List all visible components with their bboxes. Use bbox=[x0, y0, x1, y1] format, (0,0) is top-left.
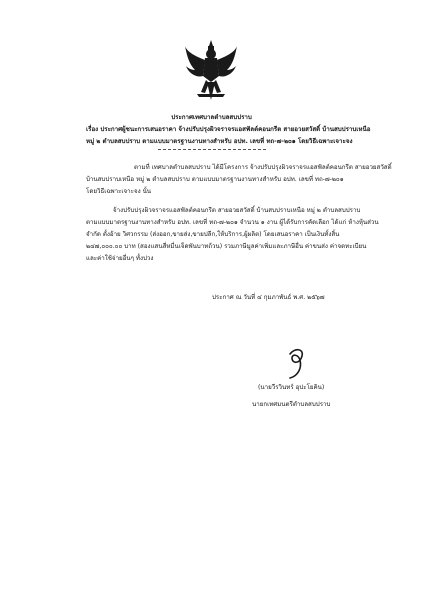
handwritten-signature-icon bbox=[276, 342, 316, 382]
paragraph-1-line-3: โดยวิธีเฉพาะเจาะจง นั้น bbox=[86, 188, 152, 195]
organization-title: ประกาศเทศบาลตำบลสบปราบ bbox=[171, 114, 252, 121]
paragraph-2-line-4: ๒๔๗,๐๐๐.๐๐ บาท (สองแสนสี่หมื่นเจ็ดพันบาทถ้วน) รวมภาษีมูลค่าเพิ่มและภาษีอื่น ค่าขนส่ง ค่าจดทะเบียน bbox=[86, 243, 367, 250]
subject-line-1: เรื่อง ประกาศผู้ชนะการเสนอราคา จ้างปรับปรุงผิวจราจรแอสฟัลต์คอนกรีต สายอวยสวัสดิ์ บ้านสบปราบเหนือ bbox=[86, 126, 371, 133]
garuda-emblem-icon bbox=[183, 38, 239, 104]
header-divider bbox=[158, 149, 266, 150]
paragraph-1-line-2: บ้านสบปราบเหนือ หมู่ ๒ ตำบลสบปราบ ตามแบบมาตรฐานงานทางสำหรับ อปท. เลขที่ ทถ-๗-๒๐๑ bbox=[86, 176, 344, 183]
date-line: ประกาศ ณ วันที่ ๔ กุมภาพันธ์ พ.ศ. ๒๕๖๗ bbox=[212, 294, 325, 301]
signatory-name: (นายวีรวินทร์ อุปะโยคิน) bbox=[258, 384, 325, 391]
paragraph-2-line-5: และค่าใช้จ่ายอื่นๆ ทั้งปวง bbox=[86, 255, 154, 262]
paragraph-2-line-3: จำกัด ตั้งอ้าย วิศวกรรม (ส่งออก,ขายส่ง,ขายปลีก,ให้บริการ,ผู้ผลิต) โดยเสนอราคา เป็นเงินทั้งสิ้น bbox=[86, 231, 340, 238]
paragraph-2-line-2: ตามแบบมาตรฐานงานทางสำหรับ อปท. เลขที่ ทถ-๗-๒๐๑ จำนวน ๑ งาน ผู้ได้รับการคัดเลือก ได้แก่ ห้างหุ้นส่วน bbox=[86, 219, 379, 226]
paragraph-1-line-1: ตามที่ เทศบาลตำบลสบปราบ ได้มีโครงการ จ้างปรับปรุงผิวจราจรแอสฟัลต์คอนกรีต สายอวยสวัสดิ์ bbox=[134, 164, 392, 171]
signatory-title: นายกเทศมนตรีตำบลสบปราบ bbox=[252, 401, 331, 408]
paragraph-2-line-1: จ้างปรับปรุงผิวจราจรแอสฟัลต์คอนกรีต สายอวยสวัสดิ์ บ้านสบปราบเหนือ หมู่ ๒ ตำบลสบปราบ bbox=[113, 207, 361, 214]
subject-line-2: หมู่ ๒ ตำบลสบปราบ ตามแบบมาตรฐานงานทางสำหรับ อปท. เลขที่ ทถ-๗-๒๐๑ โดยวิธีเฉพาะเจาะจง bbox=[86, 138, 353, 145]
